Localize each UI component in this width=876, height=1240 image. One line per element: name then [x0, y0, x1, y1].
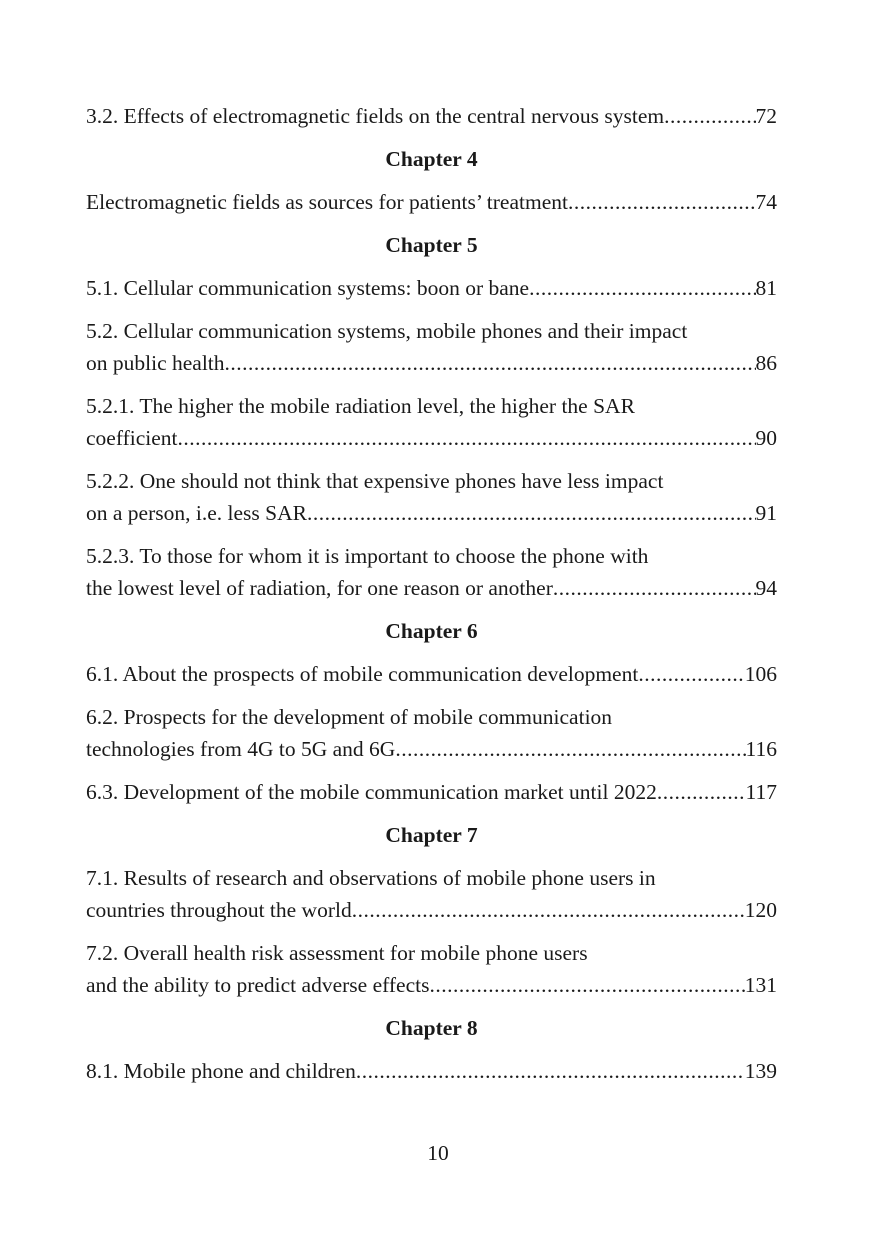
toc-entry-title: 8.1. Mobile phone and children [86, 1059, 356, 1083]
dot-leader [553, 572, 756, 604]
dot-leader [568, 186, 756, 218]
toc-entry-title: Electromagnetic fields as sources for patients’ treatment [86, 190, 568, 214]
toc-entry-title: and the ability to predict adverse effects [86, 973, 430, 997]
toc-entry-page: 81 [755, 276, 777, 300]
page-number: 10 [427, 1141, 449, 1165]
toc-entry [86, 540, 777, 604]
toc-entry-title: coefficient [86, 426, 178, 450]
table-of-contents [86, 100, 777, 1098]
toc-entry-page: 74 [755, 190, 777, 214]
toc-entry [86, 862, 777, 926]
toc-entry-page: 94 [755, 576, 777, 600]
toc-entry [86, 1055, 777, 1087]
toc-entry-title: 6.3. Development of the mobile communication market until 2022 [86, 780, 657, 804]
toc-entry-title: 5.1. Cellular communication systems: boon or bane [86, 276, 530, 300]
dot-leader [352, 894, 745, 926]
chapter-heading: Chapter 4 [385, 147, 478, 171]
toc-entry [86, 465, 777, 529]
dot-leader [178, 422, 756, 454]
toc-entry [86, 776, 777, 808]
toc-entry-title-line: 7.2. Overall health risk assessment for mobile phone users [86, 941, 588, 965]
toc-entry-page: 91 [755, 501, 777, 525]
toc-entry-title-line: 5.2.3. To those for whom it is important to choose the phone with [86, 544, 649, 568]
toc-entry [86, 390, 777, 454]
toc-entry-title: 6.1. About the prospects of mobile communication development [86, 662, 639, 686]
toc-entry-page: 139 [744, 1059, 777, 1083]
toc-entry-title-line: 5.2.1. The higher the mobile radiation level, the higher the SAR [86, 394, 635, 418]
toc-entry-title: on public health [86, 351, 225, 375]
dot-leader [638, 658, 744, 690]
toc-entry-page: 116 [745, 737, 777, 761]
toc-entry [86, 272, 777, 304]
dot-leader [429, 969, 744, 1001]
dot-leader [529, 272, 755, 304]
toc-entry [86, 701, 777, 765]
toc-entry [86, 315, 777, 379]
toc-entry-page: 117 [745, 780, 777, 804]
dot-leader [225, 347, 756, 379]
toc-entry-title-line: 5.2.2. One should not think that expensive phones have less impact [86, 469, 664, 493]
toc-entry-title: the lowest level of radiation, for one reason or another [86, 576, 553, 600]
toc-entry-title-line: 7.1. Results of research and observations of mobile phone users in [86, 866, 656, 890]
dot-leader [307, 497, 756, 529]
chapter-heading: Chapter 8 [385, 1016, 478, 1040]
chapter-heading: Chapter 5 [385, 233, 478, 257]
toc-entry-page: 72 [755, 104, 777, 128]
toc-entry-title-line: 6.2. Prospects for the development of mobile communication [86, 705, 613, 729]
toc-entry-page: 90 [755, 426, 777, 450]
toc-entry [86, 658, 777, 690]
chapter-heading: Chapter 7 [385, 823, 478, 847]
toc-entry [86, 100, 777, 132]
toc-entry-page: 120 [744, 898, 777, 922]
toc-entry-page: 86 [755, 351, 777, 375]
toc-entry-title: countries throughout the world [86, 898, 352, 922]
toc-entry-title: 3.2. Effects of electromagnetic fields on the central nervous system [86, 104, 665, 128]
dot-leader [664, 100, 755, 132]
toc-entry-title: technologies from 4G to 5G and 6G [86, 737, 396, 761]
chapter-heading: Chapter 6 [385, 619, 478, 643]
toc-entry-title: on a person, i.e. less SAR [86, 501, 307, 525]
toc-entry [86, 937, 777, 1001]
dot-leader [356, 1055, 745, 1087]
dot-leader [657, 776, 746, 808]
toc-entry-title-line: 5.2. Cellular communication systems, mobile phones and their impact [86, 319, 688, 343]
dot-leader [395, 733, 745, 765]
toc-entry-page: 106 [744, 662, 777, 686]
toc-entry [86, 186, 777, 218]
toc-entry-page: 131 [744, 973, 777, 997]
